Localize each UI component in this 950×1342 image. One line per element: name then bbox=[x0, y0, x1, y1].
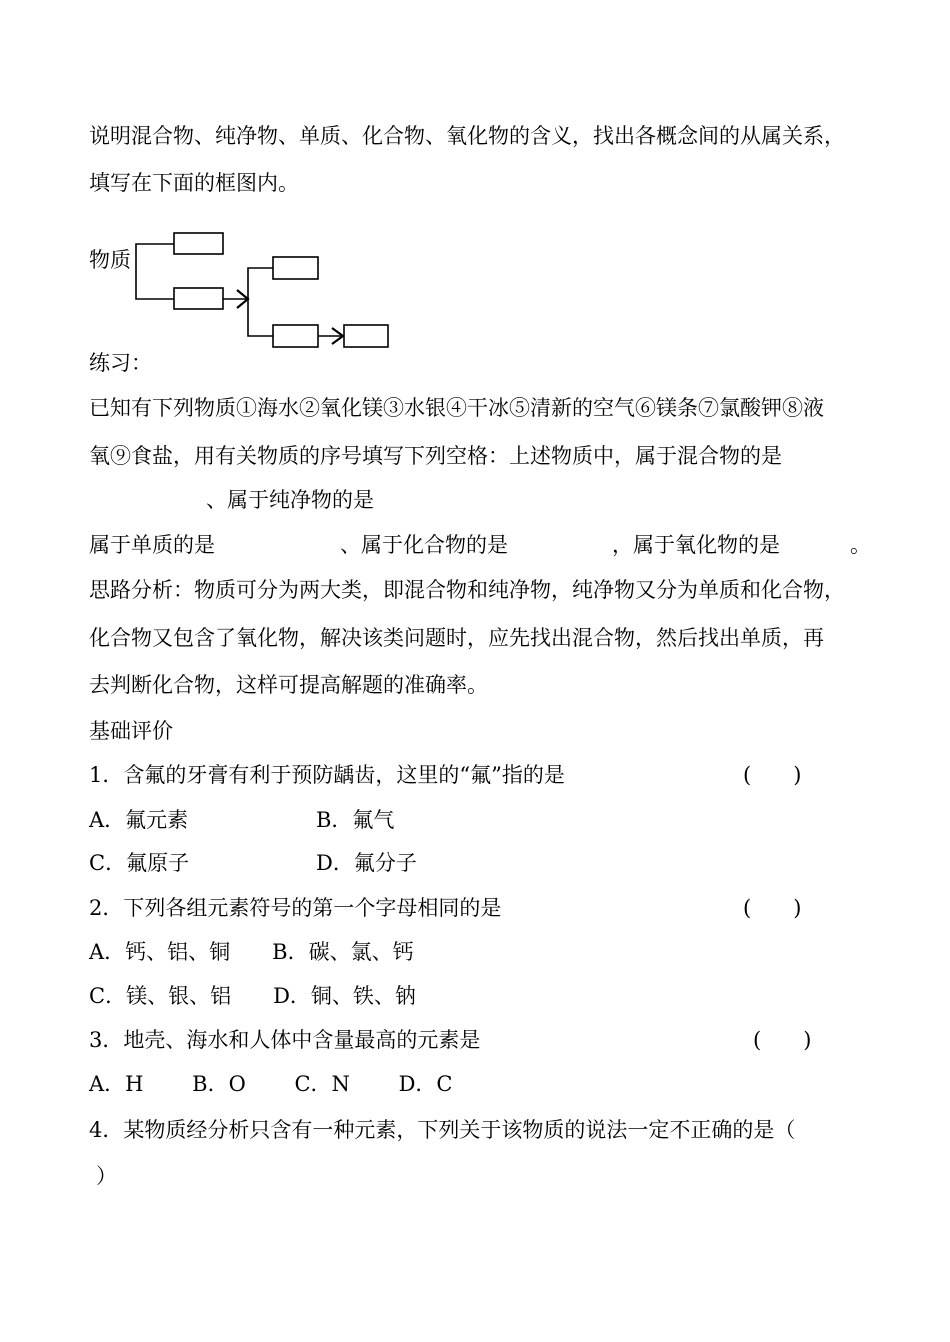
practice-question-line-4b: 、属于化合物的是 bbox=[340, 533, 508, 557]
practice-question-line-4a: 属于单质的是 bbox=[89, 533, 215, 557]
practice-question-line-4c: ，属于氧化物的是 bbox=[612, 533, 780, 557]
question-2-paren: ( ) bbox=[743, 896, 802, 920]
question-4: 4．某物质经分析只含有一种元素，下列关于该物质的说法一定不正确的是（ bbox=[89, 1118, 796, 1142]
question-3-options: A．H B．O C．N D．C bbox=[89, 1072, 453, 1096]
practice-heading: 练习： bbox=[89, 351, 152, 375]
question-1-option-d: D．氟分子 bbox=[316, 851, 417, 875]
analysis-line-3: 去判断化合物，这样可提高解题的准确率。 bbox=[89, 673, 488, 697]
question-1-option-b: B．氟气 bbox=[316, 808, 395, 832]
practice-question-line-2: 氧⑨食盐，用有关物质的序号填写下列空格：上述物质中，属于混合物的是 bbox=[89, 444, 782, 468]
question-2: 2．下列各组元素符号的第一个字母相同的是 bbox=[89, 896, 502, 920]
root-bracket bbox=[136, 244, 174, 299]
analysis-line-2: 化合物又包含了氧化物，解决该类问题时，应先找出混合物，然后找出单质，再 bbox=[89, 626, 824, 650]
question-4-close: ） bbox=[96, 1164, 117, 1188]
question-1-option-c: C．氟原子 bbox=[89, 851, 190, 875]
question-2-options-cd: C．镁、银、铝 D．铜、铁、钠 bbox=[89, 984, 416, 1008]
intro-line-2: 填写在下面的框图内。 bbox=[89, 171, 299, 195]
question-1-option-a: A．氟元素 bbox=[89, 808, 189, 832]
practice-question-line-4d: 。 bbox=[850, 533, 871, 557]
question-2-options-ab: A．钙、铝、铜 B．碳、氯、钙 bbox=[89, 940, 414, 964]
box-compound bbox=[273, 325, 318, 347]
diagram-root-label: 物质 bbox=[89, 248, 131, 272]
question-1: 1．含氟的牙膏有利于预防龋齿，这里的“氟”指的是 bbox=[89, 763, 565, 787]
practice-question-line-3: 、属于纯净物的是 bbox=[206, 488, 374, 512]
box-oxide bbox=[344, 325, 388, 347]
box-mixture bbox=[174, 233, 223, 254]
classification-diagram bbox=[0, 0, 950, 360]
intro-line-1: 说明混合物、纯净物、单质、化合物、氧化物的含义，找出各概念间的从属关系， bbox=[89, 124, 845, 148]
question-3-paren: ( ) bbox=[753, 1028, 812, 1052]
analysis-line-1: 思路分析：物质可分为两大类，即混合物和纯净物，纯净物又分为单质和化合物， bbox=[89, 578, 845, 602]
practice-question-line-1: 已知有下列物质①海水②氧化镁③水银④干冰⑤清新的空气⑥镁条⑦氯酸钾⑧液 bbox=[89, 396, 824, 420]
box-pure bbox=[174, 288, 223, 309]
basic-heading: 基础评价 bbox=[89, 719, 173, 743]
question-1-paren: ( ) bbox=[743, 763, 802, 787]
question-3: 3．地壳、海水和人体中含量最高的元素是 bbox=[89, 1028, 481, 1052]
pure-bracket bbox=[248, 268, 273, 336]
box-element bbox=[273, 257, 318, 279]
